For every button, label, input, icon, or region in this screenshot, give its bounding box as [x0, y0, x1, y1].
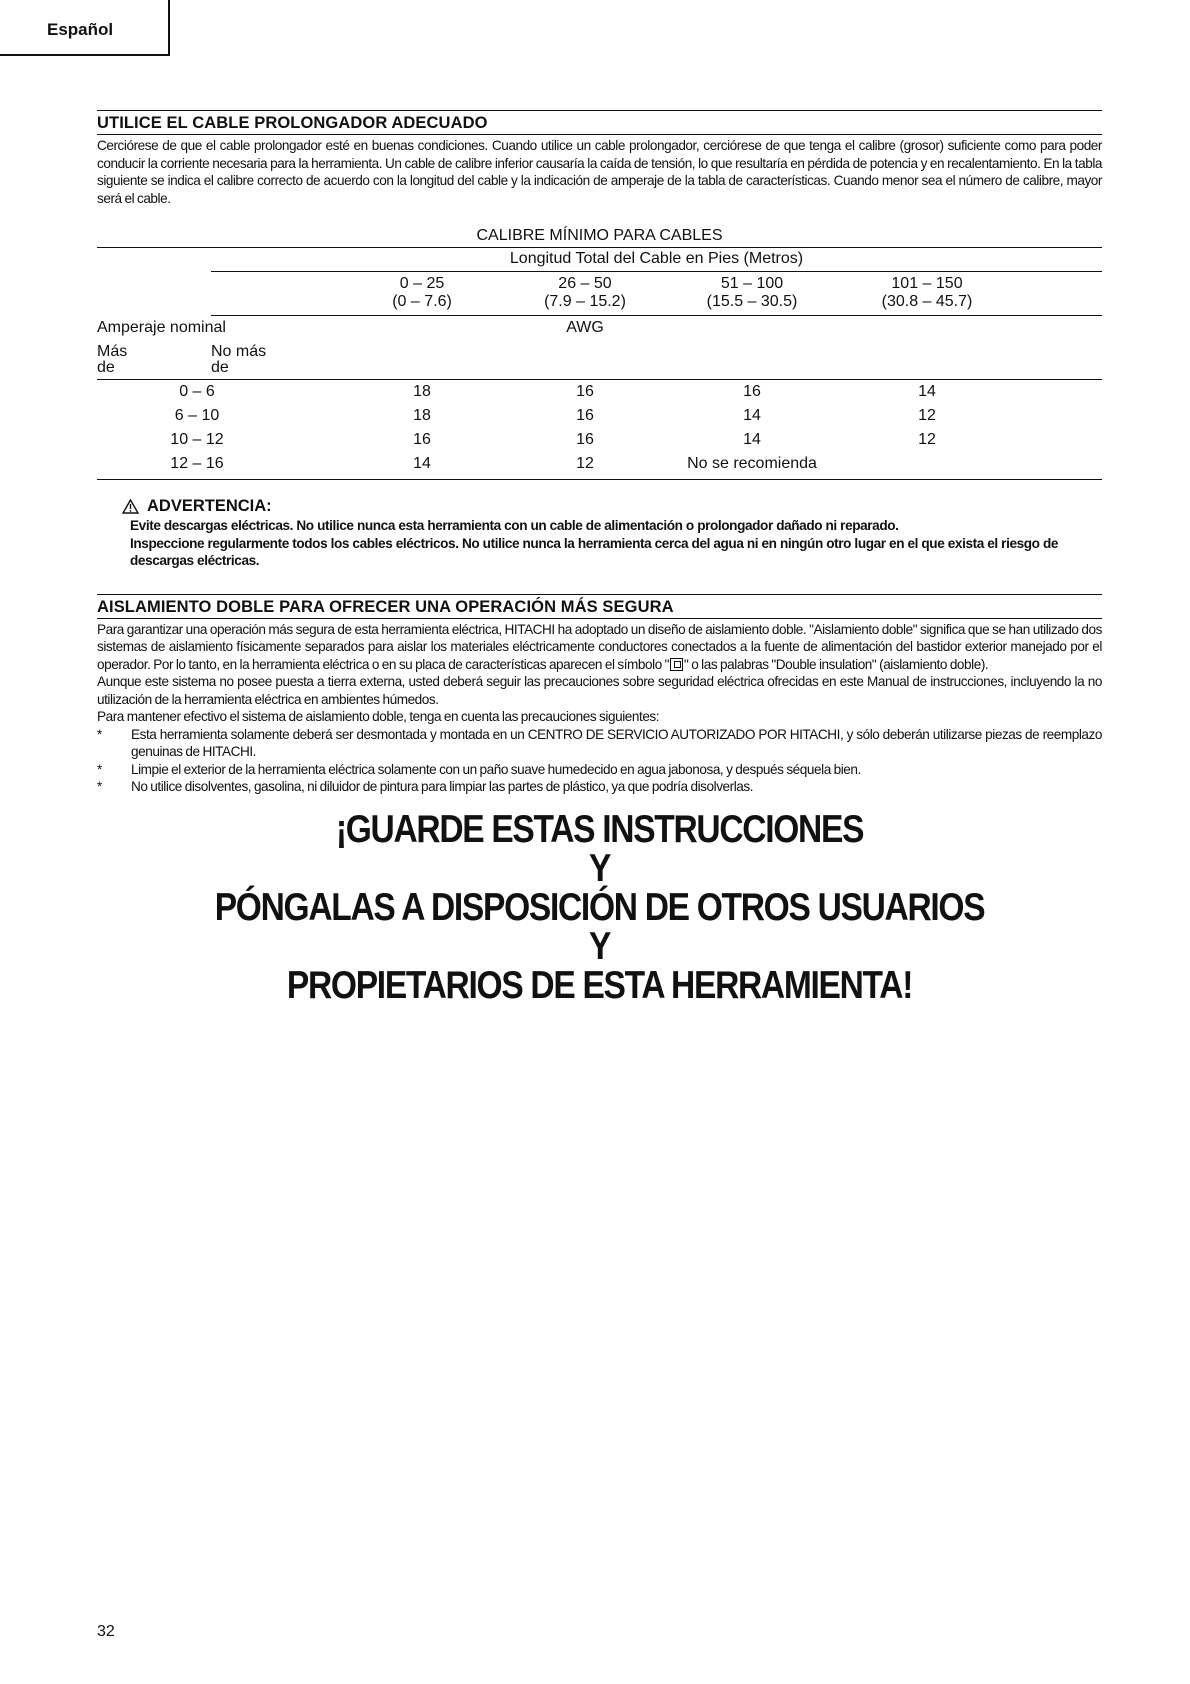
cable-gauge-table: [97, 247, 1102, 509]
precautions-list: [97, 726, 1102, 796]
table-rule-bottom: [97, 479, 1102, 480]
double-insulation-text-b: " o las palabras "Double insulation" (aislamiento doble).: [684, 656, 989, 672]
table-cell: 18: [413, 383, 431, 400]
closing-statement: [97, 807, 1102, 1007]
length-range-4-feet: 101 – 150: [891, 275, 963, 292]
list-item-text: Limpie el exterior de la herramienta eléctrica solamente con un paño suave humedecido en agua jabonosa, y después séquela bien.: [131, 761, 861, 777]
warning-body: [130, 517, 1102, 570]
table-rule-top: [97, 247, 1102, 248]
table-cell: 12: [576, 455, 594, 472]
table-cell: 16: [576, 383, 594, 400]
bullet-marker: *: [97, 779, 102, 794]
list-item-text: No utilice disolventes, gasolina, ni diluidor de pintura para limpiar las partes de plástico, ya que podría disolverlas.: [131, 779, 754, 794]
col-mas-line1: Más: [97, 343, 128, 360]
section-title-extension-cord: UTILICE EL CABLE PROLONGADOR ADECUADO: [97, 110, 1102, 135]
table-cell-not-recommended: No se recomienda: [687, 455, 817, 472]
length-range-2-feet: 26 – 50: [558, 275, 612, 292]
amp-header: Amperaje nominal: [97, 319, 226, 336]
table-row-range: 0 – 6: [179, 383, 215, 400]
closing-line-4: Y: [588, 924, 611, 968]
col-mas-line2: de: [97, 359, 115, 376]
language-tab: Español: [0, 0, 170, 56]
double-insulation-text-a: Para garantizar una operación más segura de esta herramienta eléctrica, HITACHI ha adoptado un diseño de aislamiento doble. "Aislamiento doble" significa que se han utilizado dos sistemas de aislamiento físicamente separados para aislar los materiales eléctricamente conductores conectados a la fuente de alimentación del bastidor exterior manejado por el operador. Por lo tanto, en la herramienta eléctrica o en su placa de características aparecen el símbolo ": [97, 621, 1102, 672]
table-cell: 14: [918, 383, 936, 400]
table-cell: 16: [413, 431, 431, 448]
bullet-marker: *: [97, 726, 102, 742]
length-header: Longitud Total del Cable en Pies (Metros): [509, 250, 804, 267]
table-row-range: 12 – 16: [170, 455, 224, 472]
page-content: [97, 110, 1102, 1005]
table-cell: 16: [576, 431, 594, 448]
awg-label: AWG: [566, 319, 604, 336]
table-cell: 14: [413, 455, 431, 472]
col-nomas-line2: de: [211, 359, 229, 376]
list-item: [97, 726, 1102, 761]
warning-title: ADVERTENCIA:: [147, 497, 272, 515]
table-row-range: 10 – 12: [170, 431, 224, 448]
table-title: CALIBRE MÍNIMO PARA CABLES: [476, 227, 723, 244]
table-cell: 14: [743, 407, 761, 424]
extension-cord-paragraph: Cerciórese de que el cable prolongador esté en buenas condiciones. Cuando utilice un cable prolongador, cerciórese de que tenga el calibre (grosor) suficiente como para poder conducir la corriente necesaria para la herramienta. Un cable de calibre inferior causaría la caída de tensión, lo que resultaría en pérdida de potencia y en recalentamiento. En la tabla siguiente se indica el calibre correcto de acuerdo con la longitud del cable y la indicación de amperaje de la tabla de características. Cuando menor sea el número de calibre, mayor será el cable.: [97, 138, 1102, 206]
length-range-1-meters: (0 – 7.6): [392, 293, 452, 310]
col-nomas-line1: No más: [211, 343, 267, 360]
no-ground-paragraph: Aunque este sistema no posee puesta a tierra externa, usted deberá seguir las precauciones sobre seguridad eléctrica ofrecidas en este Manual de instrucciones, incluyendo la no utilización de la herramienta eléctrica en ambientes húmedos.: [97, 674, 1102, 707]
table-cell: 12: [918, 431, 936, 448]
table-rule-header-bottom: [97, 379, 1102, 380]
warning-line-2: Inspeccione regularmente todos los cables eléctricos. No utilice nunca la herramienta cerca del agua ni en ningún otro lugar en el que exista el riesgo de descargas eléctricas.: [130, 535, 1059, 568]
closing-line-3: PÓNGALAS A DISPOSICIÓN DE OTROS USUARIOS: [214, 885, 985, 929]
length-range-3-feet: 51 – 100: [720, 275, 784, 292]
bullet-marker: *: [97, 761, 102, 777]
length-range-4-meters: (30.8 – 45.7): [881, 293, 973, 310]
table-rule-length: [211, 271, 1102, 272]
list-item-text: Esta herramienta solamente deberá ser desmontada y montada en un CENTRO DE SERVICIO AUTORIZADO POR HITACHI, y sólo deberán utilizarse piezas de reemplazo genuinas de HITACHI.: [131, 726, 1102, 759]
page-number: 32: [97, 1623, 115, 1640]
closing-line-1: ¡GUARDE ESTAS INSTRUCCIONES: [335, 807, 864, 851]
list-item: [97, 778, 1102, 796]
double-insulation-paragraph: [97, 621, 1102, 674]
double-insulation-symbol-icon: [670, 658, 683, 671]
length-range-2-meters: (7.9 – 15.2): [544, 293, 626, 310]
closing-line-5: PROPIETARIOS DE ESTA HERRAMIENTA!: [286, 963, 913, 1007]
table-cell: 12: [918, 407, 936, 424]
precautions-intro: Para mantener efectivo el sistema de aislamiento doble, tenga en cuenta las precauciones siguientes:: [97, 709, 660, 724]
closing-line-2: Y: [588, 846, 611, 890]
table-cell: 16: [743, 383, 761, 400]
length-range-3-meters: (15.5 – 30.5): [706, 293, 798, 310]
warning-line-1: Evite descargas eléctricas. No utilice nunca esta herramienta con un cable de alimentación o prolongador dañado ni reparado.: [130, 518, 899, 533]
section-title-double-insulation: AISLAMIENTO DOBLE PARA OFRECER UNA OPERACIÓN MÁS SEGURA: [97, 594, 1102, 619]
table-cell: 16: [576, 407, 594, 424]
table-cell: 18: [413, 407, 431, 424]
table-rule-ranges: [211, 315, 1102, 316]
table-cell: 14: [743, 431, 761, 448]
list-item: [97, 761, 1102, 779]
length-range-1-feet: 0 – 25: [399, 275, 445, 292]
table-row-range: 6 – 10: [174, 407, 220, 424]
